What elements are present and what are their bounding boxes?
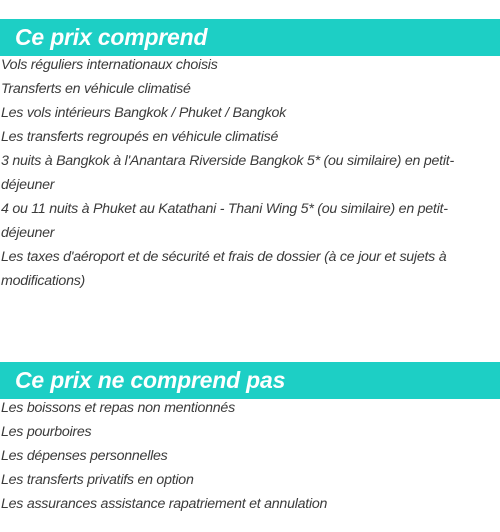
included-section-title: Ce prix comprend [0, 19, 500, 56]
excluded-section-title: Ce prix ne comprend pas [0, 362, 500, 399]
included-item: Les transferts regroupés en véhicule climatisé [1, 129, 279, 145]
included-item: Vols réguliers internationaux choisis [1, 57, 218, 73]
excluded-item: Les assurances assistance rapatriement et annulation [1, 496, 328, 512]
excluded-items-list [0, 396, 500, 516]
included-item: 4 ou 11 nuits à Phuket au Katathani - Thani Wing 5* (ou similaire) en petit-déjeuner [1, 201, 448, 241]
included-item: Les taxes d'aéroport et de sécurité et frais de dossier (à ce jour et sujets à modifications) [1, 249, 447, 289]
included-items-list [0, 53, 500, 293]
included-item: 3 nuits à Bangkok à l'Anantara Riverside Bangkok 5* (ou similaire) en petit-déjeuner [1, 153, 454, 193]
included-item: Transferts en véhicule climatisé [1, 81, 191, 97]
excluded-item: Les transferts privatifs en option [1, 472, 194, 488]
excluded-item: Les dépenses personnelles [1, 448, 168, 464]
included-item: Les vols intérieurs Bangkok / Phuket / Bangkok [1, 105, 287, 121]
excluded-item: Les boissons et repas non mentionnés [1, 400, 235, 416]
excluded-item: Les pourboires [1, 424, 92, 440]
